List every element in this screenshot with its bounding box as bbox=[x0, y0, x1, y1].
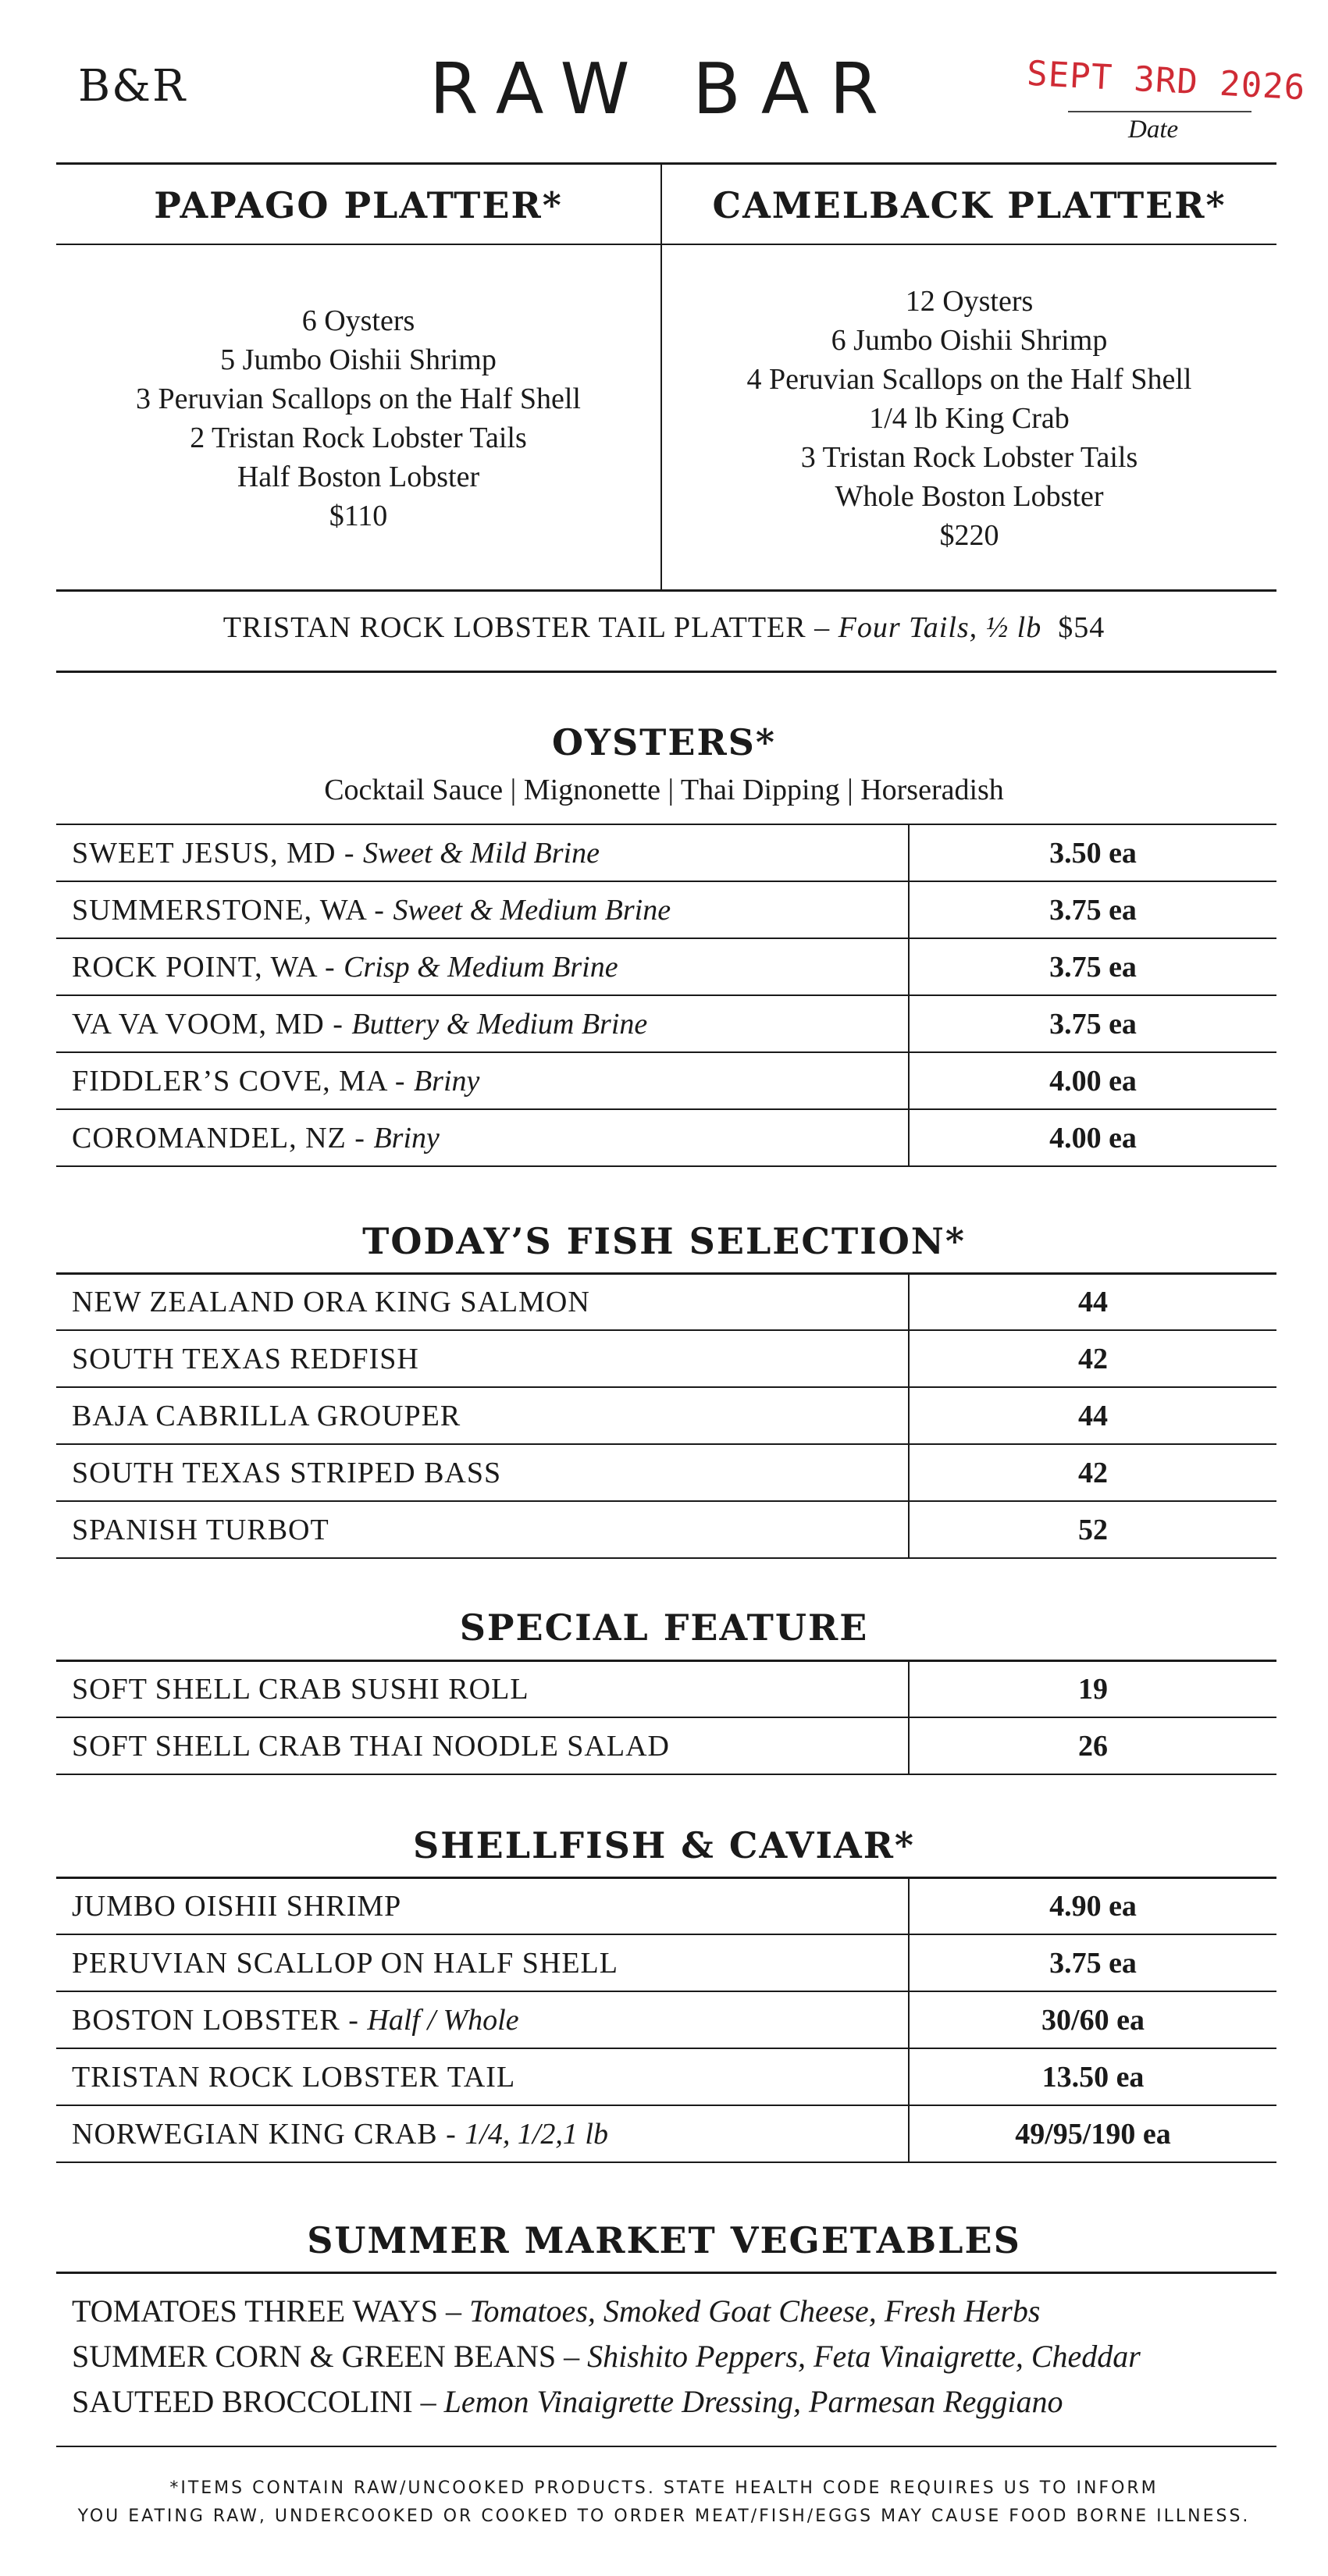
vegetable-description: Shishito Peppers, Feta Vinaigrette, Cheddar bbox=[587, 2339, 1141, 2374]
menu-row bbox=[56, 1387, 1276, 1444]
item-description: Buttery & Medium Brine bbox=[351, 1007, 648, 1041]
health-disclaimer bbox=[0, 2475, 1328, 2531]
item-price: 3.75 ea bbox=[909, 995, 1276, 1052]
item-name: SOUTH TEXAS STRIPED BASS bbox=[72, 1456, 502, 1489]
vegetable-name: SUMMER CORN & GREEN BEANS bbox=[72, 2339, 557, 2374]
item-price: 30/60 ea bbox=[909, 1991, 1276, 2048]
item-cell bbox=[56, 938, 909, 995]
menu-row bbox=[56, 1501, 1276, 1558]
item-price: 3.50 ea bbox=[909, 824, 1276, 881]
platter-item: 3 Peruvian Scallops on the Half Shell bbox=[136, 382, 581, 415]
item-name: BAJA CABRILLA GROUPER bbox=[72, 1399, 461, 1432]
item-price: 42 bbox=[909, 1330, 1276, 1387]
special-title: SPECIAL FEATURE bbox=[459, 1606, 869, 1649]
fish-table bbox=[56, 1272, 1276, 1559]
item-description: Sweet & Medium Brine bbox=[393, 893, 671, 927]
vegetable-separator: – bbox=[412, 2384, 444, 2419]
item-name: SUMMERSTONE, WA bbox=[72, 893, 366, 927]
vegetable-separator: – bbox=[556, 2339, 588, 2374]
vegetable-item bbox=[72, 2334, 1141, 2379]
item-price: 52 bbox=[909, 1501, 1276, 1558]
item-name: SOUTH TEXAS REDFISH bbox=[72, 1342, 419, 1375]
menu-row bbox=[56, 1273, 1276, 1330]
menu-row bbox=[56, 1877, 1276, 1934]
item-description: Briny bbox=[373, 1121, 440, 1155]
item-name: SWEET JESUS, MD bbox=[72, 836, 336, 870]
menu-row bbox=[56, 1934, 1276, 1991]
camelback-platter-title: CAMELBACK PLATTER* bbox=[712, 184, 1227, 226]
item-price: 19 bbox=[909, 1660, 1276, 1717]
item-price: 4.00 ea bbox=[909, 1109, 1276, 1166]
rule-top bbox=[56, 162, 1276, 165]
item-cell bbox=[56, 2048, 909, 2105]
vegetables-list bbox=[72, 2289, 1141, 2425]
oysters-table bbox=[56, 824, 1276, 1167]
item-cell bbox=[56, 1387, 909, 1444]
item-name: NORWEGIAN KING CRAB bbox=[72, 2117, 438, 2151]
item-separator: - bbox=[340, 2003, 368, 2037]
item-cell bbox=[56, 1934, 909, 1991]
vegetable-item bbox=[72, 2289, 1141, 2334]
menu-row bbox=[56, 1660, 1276, 1717]
fish-title: TODAY’S FISH SELECTION* bbox=[362, 1220, 966, 1262]
item-separator: - bbox=[437, 2117, 465, 2151]
item-cell bbox=[56, 824, 909, 881]
item-separator: - bbox=[346, 1121, 374, 1155]
item-cell bbox=[56, 881, 909, 938]
platter-price: $110 bbox=[329, 500, 388, 532]
disclaimer-line-1: *ITEMS CONTAIN RAW/UNCOOKED PRODUCTS. STATE HEALTH CODE REQUIRES US TO INFORM bbox=[169, 2478, 1159, 2498]
item-name: TRISTAN ROCK LOBSTER TAIL bbox=[72, 2060, 516, 2094]
item-price: 3.75 ea bbox=[909, 881, 1276, 938]
item-price: 44 bbox=[909, 1273, 1276, 1330]
item-name: BOSTON LOBSTER bbox=[72, 2003, 340, 2037]
item-price: 42 bbox=[909, 1444, 1276, 1501]
platter-item: 6 Jumbo Oishii Shrimp bbox=[831, 324, 1108, 357]
item-cell bbox=[56, 1444, 909, 1501]
item-name: NEW ZEALAND ORA KING SALMON bbox=[72, 1285, 590, 1318]
item-price: 4.00 ea bbox=[909, 1052, 1276, 1109]
platter-item: Half Boston Lobster bbox=[237, 461, 480, 493]
platter-item: 6 Oysters bbox=[301, 304, 415, 337]
item-name: PERUVIAN SCALLOP ON HALF SHELL bbox=[72, 1946, 618, 1980]
item-price: 3.75 ea bbox=[909, 938, 1276, 995]
item-cell bbox=[56, 1273, 909, 1330]
item-cell bbox=[56, 1501, 909, 1558]
brand-logo: B&R bbox=[78, 61, 187, 112]
papago-platter-items bbox=[56, 301, 660, 535]
platter-item: 1/4 lb King Crab bbox=[869, 402, 1070, 435]
rule-tail-platter bbox=[56, 671, 1276, 673]
item-description: Briny bbox=[413, 1064, 480, 1098]
date-stamp: SEPT 3RD 2026 bbox=[1025, 53, 1307, 109]
item-price: 13.50 ea bbox=[909, 2048, 1276, 2105]
camelback-platter-items bbox=[662, 282, 1276, 555]
item-cell bbox=[56, 1991, 909, 2048]
tail-platter-line bbox=[0, 610, 1328, 645]
rule-platter-header bbox=[56, 244, 1276, 245]
item-name: SOFT SHELL CRAB THAI NOODLE SALAD bbox=[72, 1729, 670, 1763]
item-cell bbox=[56, 1877, 909, 1934]
vegetable-name: TOMATOES THREE WAYS bbox=[72, 2293, 438, 2329]
oysters-title: OYSTERS* bbox=[552, 721, 776, 763]
platter-item: 3 Tristan Rock Lobster Tails bbox=[800, 441, 1138, 474]
item-separator: - bbox=[386, 1064, 414, 1098]
shellfish-table bbox=[56, 1877, 1276, 2163]
item-name: SOFT SHELL CRAB SUSHI ROLL bbox=[72, 1672, 529, 1706]
menu-row bbox=[56, 1991, 1276, 2048]
item-cell bbox=[56, 1109, 909, 1166]
item-description: Crisp & Medium Brine bbox=[344, 950, 618, 984]
vegetable-item bbox=[72, 2379, 1141, 2425]
item-name: JUMBO OISHII SHRIMP bbox=[72, 1889, 402, 1923]
menu-row bbox=[56, 2105, 1276, 2162]
tail-platter-separator: – bbox=[806, 611, 838, 644]
menu-row bbox=[56, 1052, 1276, 1109]
item-cell bbox=[56, 1660, 909, 1717]
shellfish-title: SHELLFISH & CAVIAR* bbox=[413, 1824, 915, 1866]
vegetable-name: SAUTEED BROCCOLINI bbox=[72, 2384, 413, 2419]
item-cell bbox=[56, 1052, 909, 1109]
vegetable-separator: – bbox=[437, 2293, 469, 2329]
platter-item: 12 Oysters bbox=[905, 285, 1034, 318]
date-underline bbox=[1068, 111, 1251, 112]
tail-platter-name: TRISTAN ROCK LOBSTER TAIL PLATTER bbox=[223, 611, 806, 644]
menu-row bbox=[56, 1444, 1276, 1501]
item-description: Sweet & Mild Brine bbox=[363, 836, 600, 870]
platter-price: $220 bbox=[939, 519, 999, 552]
item-name: VA VA VOOM, MD bbox=[72, 1007, 325, 1041]
rule-platter-bottom bbox=[56, 589, 1276, 592]
vegetable-description: Tomatoes, Smoked Goat Cheese, Fresh Herbs bbox=[468, 2293, 1041, 2329]
item-price: 26 bbox=[909, 1717, 1276, 1774]
item-cell bbox=[56, 995, 909, 1052]
item-price: 44 bbox=[909, 1387, 1276, 1444]
platter-item: Whole Boston Lobster bbox=[835, 480, 1104, 513]
menu-row bbox=[56, 881, 1276, 938]
vegetables-title: SUMMER MARKET VEGETABLES bbox=[307, 2219, 1021, 2261]
item-separator: - bbox=[336, 836, 364, 870]
item-cell bbox=[56, 1330, 909, 1387]
item-cell bbox=[56, 1717, 909, 1774]
date-label: Date bbox=[1128, 116, 1179, 144]
item-price: 4.90 ea bbox=[909, 1877, 1276, 1934]
menu-row bbox=[56, 1109, 1276, 1166]
vegetable-description: Lemon Vinaigrette Dressing, Parmesan Reggiano bbox=[443, 2384, 1063, 2419]
item-price: 3.75 ea bbox=[909, 1934, 1276, 1991]
item-description: Half / Whole bbox=[367, 2003, 519, 2037]
special-table bbox=[56, 1660, 1276, 1775]
tail-platter-price: $54 bbox=[1058, 611, 1105, 644]
menu-row bbox=[56, 1330, 1276, 1387]
disclaimer-line-2: YOU EATING RAW, UNDERCOOKED OR COOKED TO ORDER MEAT/FISH/EGGS MAY CAUSE FOOD BORNE ILLNESS. bbox=[77, 2507, 1251, 2526]
platter-item: 2 Tristan Rock Lobster Tails bbox=[190, 422, 527, 454]
item-name: FIDDLER’S COVE, MA bbox=[72, 1064, 387, 1098]
item-name: SPANISH TURBOT bbox=[72, 1513, 329, 1546]
papago-platter-title: PAPAGO PLATTER* bbox=[154, 184, 563, 226]
menu-row bbox=[56, 1717, 1276, 1774]
item-cell bbox=[56, 2105, 909, 2162]
platter-item: 4 Peruvian Scallops on the Half Shell bbox=[746, 363, 1192, 396]
platter-item: 5 Jumbo Oishii Shrimp bbox=[220, 343, 497, 376]
item-price: 49/95/190 ea bbox=[909, 2105, 1276, 2162]
tail-platter-desc: Four Tails, ½ lb bbox=[838, 611, 1042, 644]
menu-row bbox=[56, 938, 1276, 995]
menu-row bbox=[56, 824, 1276, 881]
page-title: RAW BAR bbox=[429, 48, 899, 130]
rule-vegetables bbox=[56, 2272, 1276, 2274]
oysters-sauces: Cocktail Sauce | Mignonette | Thai Dipping | Horseradish bbox=[324, 774, 1004, 806]
menu-row bbox=[56, 2048, 1276, 2105]
item-separator: - bbox=[316, 950, 344, 984]
item-separator: - bbox=[365, 893, 393, 927]
menu-row bbox=[56, 995, 1276, 1052]
item-name: ROCK POINT, WA bbox=[72, 950, 317, 984]
rule-footer bbox=[56, 2446, 1276, 2447]
item-description: 1/4, 1/2,1 lb bbox=[465, 2117, 608, 2151]
item-name: COROMANDEL, NZ bbox=[72, 1121, 347, 1155]
item-separator: - bbox=[324, 1007, 352, 1041]
